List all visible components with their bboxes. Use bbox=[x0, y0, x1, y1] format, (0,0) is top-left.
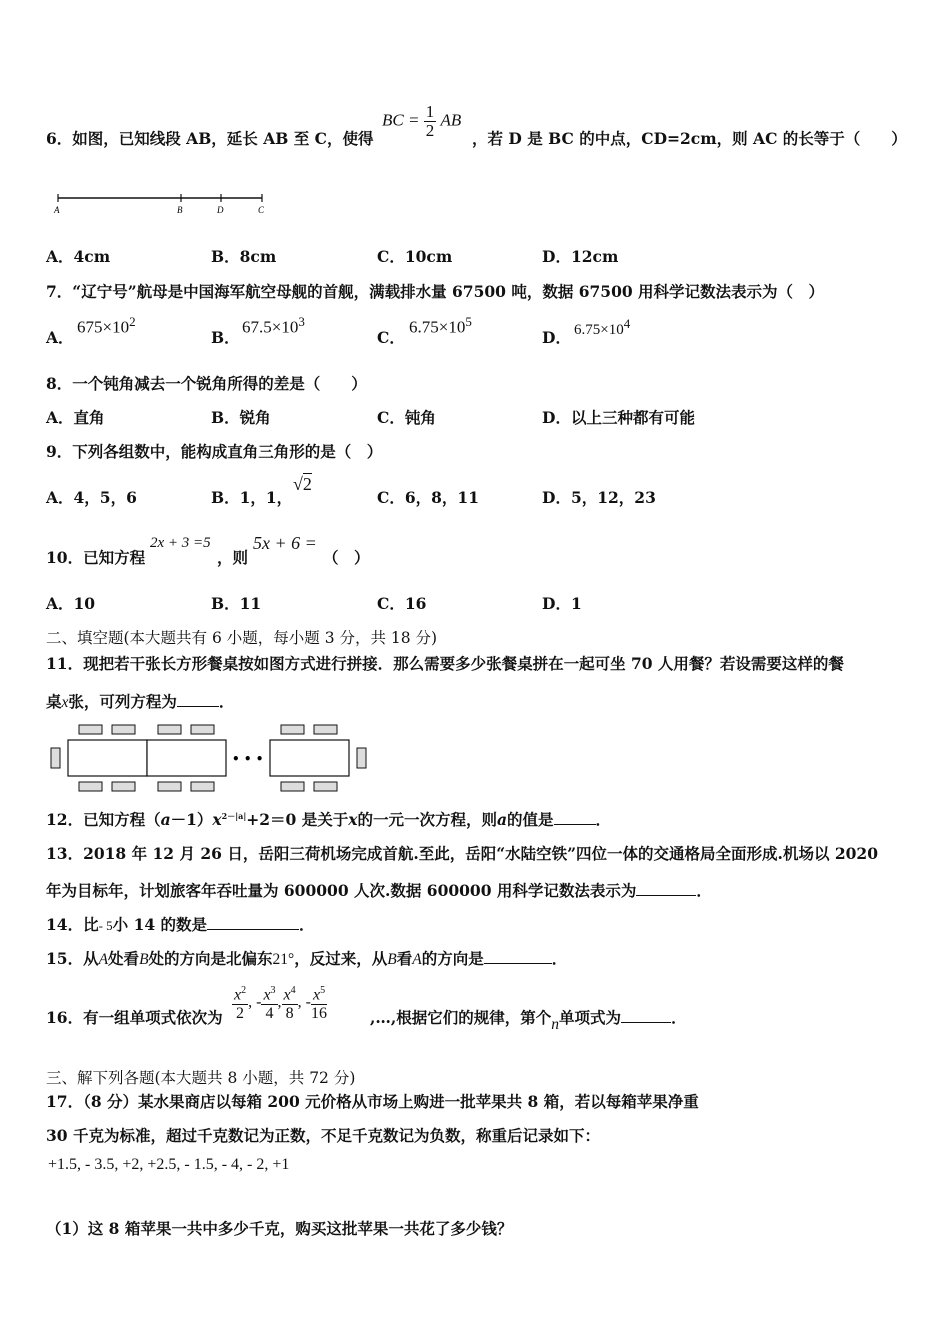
chair-left bbox=[51, 748, 60, 768]
q11-line-1: 11．现把若干张长方形餐桌按如图方式进行拼接．那么需要多少张餐桌拼在一起可坐 70 人用餐？若设需要这样的餐 bbox=[46, 654, 844, 673]
chair-bottom-5 bbox=[281, 782, 304, 791]
q8-option-d[interactable]: D．以上三种都有可能 bbox=[542, 408, 695, 427]
q7-c-exp: 5 bbox=[465, 314, 472, 329]
q13-line-1: 13．2018 年 12 月 26 日，岳阳三荷机场完成首航.至此，岳阳“水陆空铁”四位一体的交通格局全面形成.机场以 2020 bbox=[46, 844, 878, 863]
q16-sign-4: , - bbox=[297, 993, 311, 1011]
chair-top-3 bbox=[158, 725, 181, 734]
q6-fraction bbox=[424, 103, 437, 140]
q16-term-2-var: x bbox=[263, 986, 271, 1004]
q10-stem-after: （ ） bbox=[323, 548, 370, 567]
q14-text-a: 14．比 bbox=[46, 915, 99, 934]
q7-option-d-value bbox=[574, 316, 630, 339]
q10-equation-2: 5x + 6 = bbox=[253, 533, 317, 553]
q15-angle: 21° bbox=[272, 951, 295, 968]
q6-formula-rhs: AB bbox=[440, 110, 462, 130]
q6-text-after: ，若 D 是 BC 的中点，CD=2cm，则 AC 的长等于（ ） bbox=[472, 129, 907, 148]
q8-stem: 8．一个钝角减去一个锐角所得的差是（ ） bbox=[46, 374, 367, 393]
q6-option-c[interactable]: C．10cm bbox=[377, 247, 453, 266]
q10-option-c[interactable]: C．16 bbox=[377, 594, 427, 613]
q17-data-values: +1.5, - 3.5, +2, +2.5, - 1.5, - 4, - 2, +1 bbox=[48, 1156, 290, 1173]
chair-right bbox=[357, 748, 366, 768]
label-d: D bbox=[217, 205, 224, 215]
q6-stem bbox=[46, 127, 373, 149]
q16-term-1-var: x bbox=[234, 986, 242, 1004]
q9-option-a[interactable]: A．4，5，6 bbox=[46, 488, 137, 507]
table-2 bbox=[147, 740, 226, 776]
section-2-title: 二、填空题(本大题共有 6 小题，每小题 3 分，共 18 分) bbox=[46, 629, 438, 647]
chair-bottom-3 bbox=[158, 782, 181, 791]
q10-equation-1: 2x + 3 =5 bbox=[150, 535, 211, 551]
q7-b-exp: 3 bbox=[298, 314, 305, 329]
q14-stem bbox=[46, 913, 315, 935]
q7-option-a[interactable]: A． bbox=[46, 328, 74, 347]
q15-text-e: 看 bbox=[396, 949, 413, 968]
q15-text-f: 的方向是 bbox=[421, 949, 484, 968]
q12-stem bbox=[46, 808, 611, 830]
q16-text-c: 单项式为 bbox=[559, 1008, 622, 1027]
table-n bbox=[270, 740, 349, 776]
label-a: A bbox=[54, 205, 60, 215]
q16-terms bbox=[232, 982, 327, 1023]
q13-end: ． bbox=[696, 881, 712, 900]
q16-term-1 bbox=[232, 982, 248, 1023]
q7-stem: 7．“辽宁号”航母是中国海军航空母舰的首舰，满载排水量 67500 吨，数据 67500 用科学记数法表示为（ ） bbox=[46, 282, 825, 301]
q12-var-a: a bbox=[160, 810, 171, 829]
q17-line-2: 30 千克为标准，超过千克数记为正数，不足千克数记为负数，称重后记录如下： bbox=[46, 1126, 600, 1145]
q6-formula-lhs: BC = bbox=[382, 110, 420, 130]
q15-point-a: A bbox=[98, 951, 109, 968]
q15-text-d: ，反过来，从 bbox=[294, 949, 388, 968]
q16-stem-a: 16．有一组单项式依次为 bbox=[46, 1008, 223, 1027]
q16-term-4-var: x bbox=[312, 986, 321, 1004]
q13-line-2 bbox=[46, 879, 712, 901]
q12-answer-blank[interactable] bbox=[554, 810, 596, 825]
chair-bottom-4 bbox=[191, 782, 214, 791]
q12-text-c: +2＝0 是关于 bbox=[246, 810, 349, 829]
q15-answer-blank[interactable] bbox=[484, 949, 552, 964]
q7-option-a-value bbox=[77, 314, 136, 338]
sqrt-radicand: 2 bbox=[302, 474, 312, 494]
q11-end: ． bbox=[218, 692, 235, 711]
q13-text: 年为目标年，计划旅客年吞吐量为 600000 人次.数据 600000 用科学记数法表示为 bbox=[46, 881, 637, 900]
q6-option-d[interactable]: D．12cm bbox=[542, 247, 619, 266]
q14-answer-blank[interactable] bbox=[207, 915, 299, 930]
q15-text-a: 15．从 bbox=[46, 949, 99, 968]
chair-top-1 bbox=[79, 725, 102, 734]
q12-text-e: 的值是 bbox=[507, 810, 554, 829]
q7-a-exp: 2 bbox=[129, 314, 136, 329]
q15-point-a2: A bbox=[412, 951, 422, 968]
q16-term-2-exp: 3 bbox=[270, 985, 276, 996]
q7-d-base: 6.75×10 bbox=[574, 322, 624, 338]
q16-term-3 bbox=[282, 982, 298, 1023]
q16-term-4 bbox=[311, 982, 327, 1023]
q15-stem bbox=[46, 947, 567, 969]
q7-option-b-value bbox=[242, 314, 305, 338]
q12-var-x2: x bbox=[348, 810, 358, 829]
q16-text-b: ,…,根据它们的规律，第个 bbox=[370, 1008, 552, 1027]
chair-bottom-2 bbox=[112, 782, 135, 791]
q10-option-d[interactable]: D．1 bbox=[542, 594, 582, 613]
q7-option-b[interactable]: B． bbox=[211, 328, 240, 347]
chair-bottom-1 bbox=[79, 782, 102, 791]
q7-d-exp: 4 bbox=[623, 316, 631, 331]
q16-term-3-var: x bbox=[283, 986, 291, 1004]
q10-stem-middle: ，则 bbox=[217, 548, 249, 567]
q16-var-n: n bbox=[551, 1016, 560, 1033]
q10-option-b[interactable]: B．11 bbox=[211, 594, 262, 613]
q12-text-b: －1） bbox=[170, 810, 213, 829]
q12-var-a2: a bbox=[496, 810, 508, 829]
q16-answer-blank[interactable] bbox=[621, 1008, 671, 1023]
q14-number: - 5 bbox=[98, 918, 113, 933]
q6-formula bbox=[382, 103, 461, 140]
q16-term-4-den: 16 bbox=[311, 1005, 328, 1023]
q13-answer-blank[interactable] bbox=[636, 881, 696, 896]
q11-text-b: 张，可列方程为 bbox=[68, 692, 177, 711]
q7-option-c[interactable]: C． bbox=[377, 328, 405, 347]
q15-point-b2: B bbox=[387, 951, 397, 968]
q7-c-base: 6.75×10 bbox=[409, 317, 466, 337]
ellipsis-dots: • • • bbox=[232, 752, 264, 766]
q16-term-1-den: 2 bbox=[236, 1005, 245, 1023]
q7-a-base: 675×10 bbox=[77, 317, 130, 337]
q6-stem-after bbox=[472, 127, 907, 149]
q6-option-a[interactable]: A．4cm bbox=[46, 247, 111, 266]
q12-exponent: 2－|a| bbox=[221, 810, 247, 821]
q6-frac-den: 2 bbox=[425, 121, 435, 140]
q8-option-a[interactable]: A．直角 bbox=[46, 408, 105, 427]
q11-var-x: x bbox=[61, 694, 69, 711]
q7-b-base: 67.5×10 bbox=[242, 317, 299, 337]
sqrt-sign: √ bbox=[293, 474, 303, 494]
q16-sign-2: , - bbox=[248, 993, 262, 1011]
q16-term-2 bbox=[261, 982, 277, 1023]
q16-sign-3: , bbox=[277, 993, 282, 1011]
section-3-title: 三、解下列各题(本大题共 8 小题，共 72 分) bbox=[46, 1069, 356, 1087]
q7-option-c-value bbox=[409, 314, 472, 338]
q15-point-b: B bbox=[139, 951, 149, 968]
chair-top-2 bbox=[112, 725, 135, 734]
q6-text-before: 6．如图，已知线段 AB，延长 AB 至 C，使得 bbox=[46, 129, 374, 148]
chair-top-4 bbox=[191, 725, 214, 734]
q14-end: ． bbox=[299, 915, 315, 934]
chair-bottom-6 bbox=[314, 782, 337, 791]
table-1 bbox=[68, 740, 147, 776]
q9-option-b[interactable]: B．1，1， bbox=[211, 488, 293, 507]
q11-table-figure bbox=[48, 722, 378, 792]
q6-segment-figure bbox=[50, 190, 280, 218]
q14-text-b: 小 14 的数是 bbox=[112, 915, 208, 934]
chair-top-5 bbox=[281, 725, 304, 734]
q16-term-3-exp: 4 bbox=[290, 985, 296, 996]
q9-sqrt bbox=[293, 474, 312, 495]
q7-option-d[interactable]: D． bbox=[542, 328, 571, 347]
q16-stem-b bbox=[370, 1006, 687, 1033]
q11-text-a: 桌 bbox=[46, 692, 62, 711]
q16-term-2-den: 4 bbox=[265, 1005, 274, 1023]
q10-stem-before: 10．已知方程 bbox=[46, 548, 146, 567]
q11-answer-blank[interactable] bbox=[177, 692, 219, 707]
q12-text-a: 12．已知方程（ bbox=[46, 810, 161, 829]
q16-end: ． bbox=[671, 1008, 687, 1027]
q17-sub-question-1: （1）这 8 箱苹果一共中多少千克，购买这批苹果一共花了多少钱？ bbox=[46, 1219, 513, 1238]
q17-line-1: 17．（8 分）某水果商店以每箱 200 元价格从市场上购进一批苹果共 8 箱，若以每箱苹果净重 bbox=[46, 1092, 699, 1111]
q12-var-x: x bbox=[212, 810, 222, 829]
q15-text-c: 处的方向是北偏东 bbox=[148, 949, 273, 968]
q15-text-b: 处看 bbox=[108, 949, 140, 968]
q16-term-4-exp: 5 bbox=[320, 985, 326, 996]
q9-stem: 9．下列各组数中，能构成直角三角形的是（ ） bbox=[46, 442, 383, 461]
q16-term-3-den: 8 bbox=[285, 1005, 294, 1023]
q12-end: ． bbox=[595, 810, 612, 829]
q8-option-c[interactable]: C．钝角 bbox=[377, 408, 436, 427]
q10-option-a[interactable]: A．10 bbox=[46, 594, 96, 613]
q9-option-c[interactable]: C．6，8，11 bbox=[377, 488, 479, 507]
q11-line-2 bbox=[46, 690, 234, 712]
q12-text-d: 的一元一次方程，则 bbox=[357, 810, 497, 829]
q9-option-d[interactable]: D．5，12，23 bbox=[542, 488, 656, 507]
q8-option-b[interactable]: B．锐角 bbox=[211, 408, 271, 427]
label-b: B bbox=[177, 205, 183, 215]
label-c: C bbox=[258, 205, 265, 215]
q15-end: ． bbox=[551, 949, 568, 968]
q16-term-1-exp: 2 bbox=[241, 985, 247, 996]
chair-top-6 bbox=[314, 725, 337, 734]
q6-option-b[interactable]: B．8cm bbox=[211, 247, 277, 266]
q6-frac-num: 1 bbox=[425, 102, 435, 121]
